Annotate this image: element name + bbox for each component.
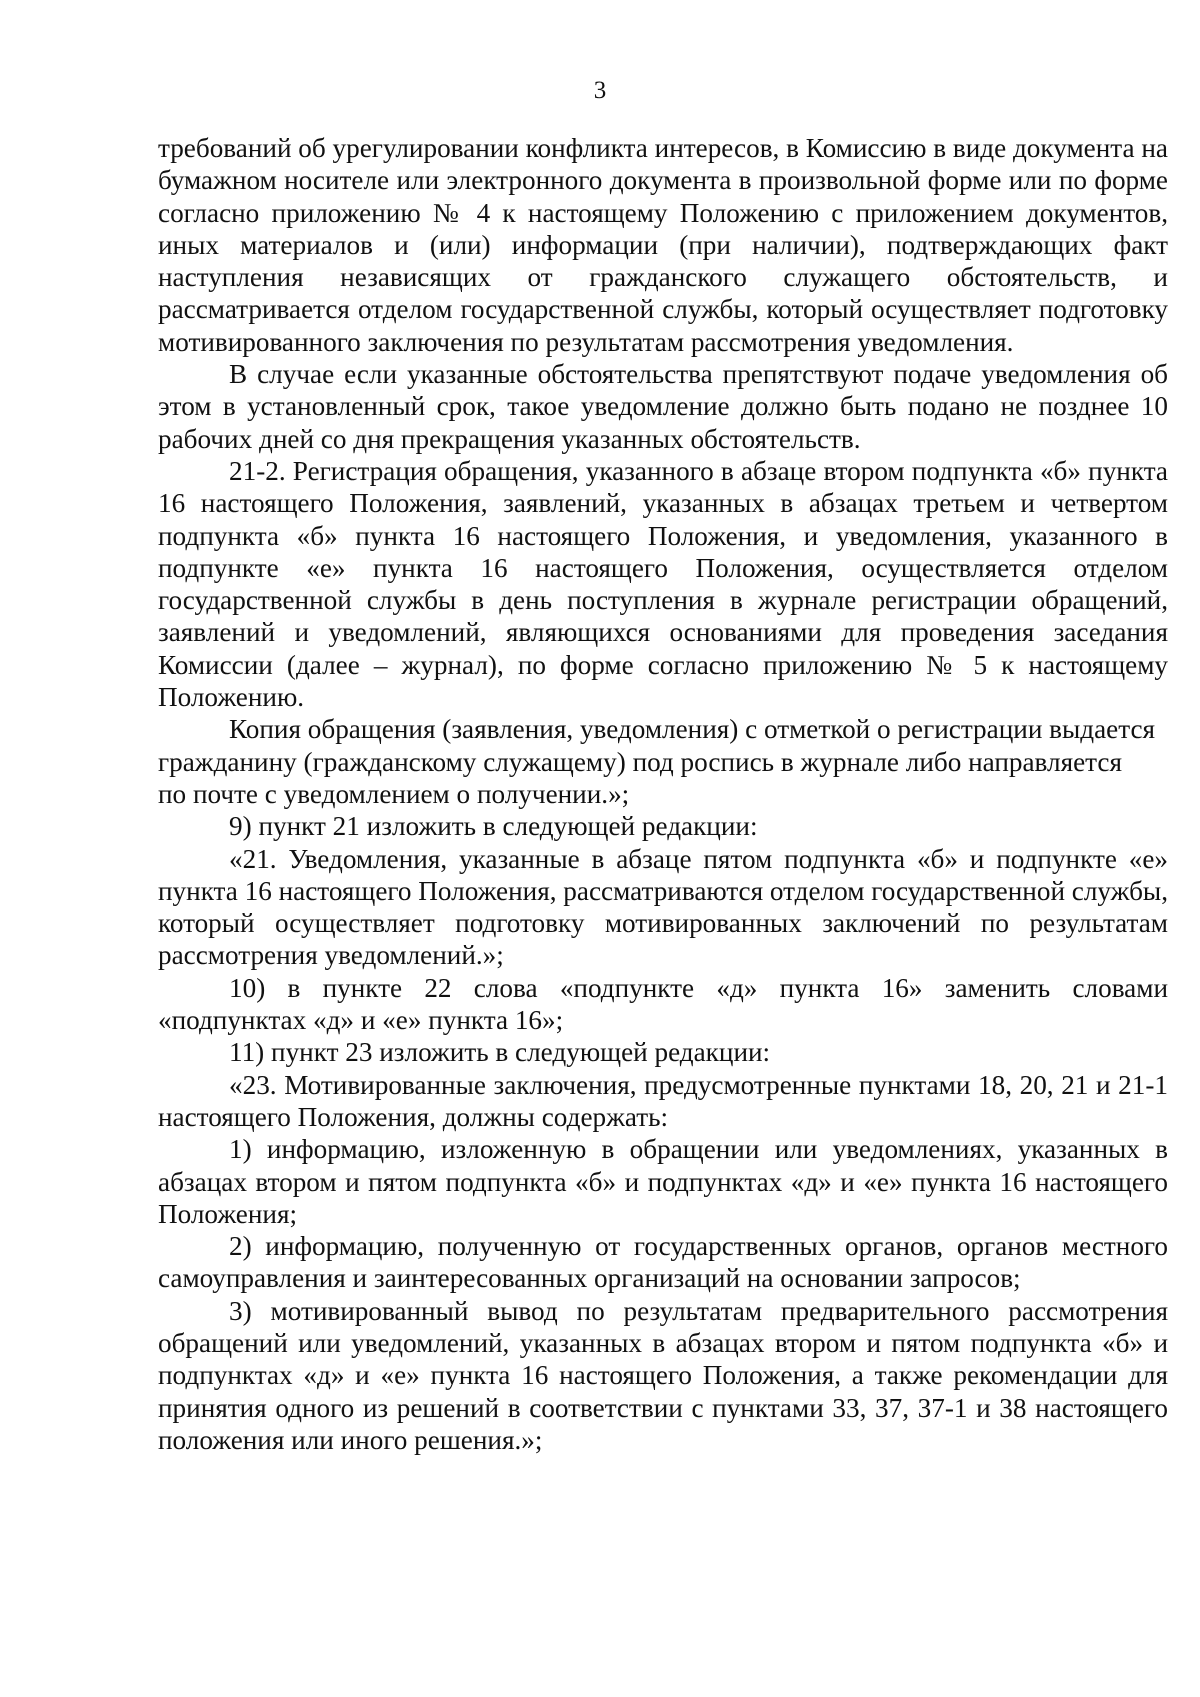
paragraph-subitem-1: 1) информацию, изложенную в обращении или уведомлениях, указанных в абзацах втором и пятом подпункта «б» и подпунктах «д» и «е» пункта 16 настоящего Положения;: [158, 1134, 1168, 1229]
page-number: 3: [593, 77, 607, 104]
paragraph-item-9: 9) пункт 21 изложить в следующей редакции:: [229, 811, 758, 842]
paragraph-item-11: 11) пункт 23 изложить в следующей редакции:: [229, 1037, 771, 1068]
paragraph-copy-issued: Копия обращения (заявления, уведомления) с отметкой о регистрации выдается гражданину (гражданскому служащему) под роспись в журнале либо направляется: [158, 714, 1156, 777]
paragraph-item-10: 10) в пункте 22 слова «подпункте «д» пункта 16» заменить словами «подпунктах «д» и «е» пункта 16»;: [158, 972, 1168, 1036]
paragraph-item-21-text: «21. Уведомления, указанные в абзаце пятом подпункта «б» и подпункте «е» пункта 16 настоящего Положения, рассматриваются отделом государственной службы, который осуществляет подготовку мотивированных заключений по результатам рассмотрения уведомлений.»;: [158, 843, 1168, 971]
paragraph-item-23-text: «23. Мотивированные заключения, предусмотренные пунктами 18, 20, 21 и 21-1 настоящего Положения, должны содержать:: [158, 1069, 1168, 1132]
paragraph-subitem-2: 2) информацию, полученную от государственных органов, органов местного самоуправления и заинтересованных организаций на основании запросов;: [158, 1231, 1168, 1294]
document-body: [158, 132, 1168, 1456]
paragraph-continuation: требований об урегулировании конфликта интересов, в Комиссию в виде документа на бумажном носителе или электронного документа в произвольной форме или по форме согласно приложению № 4 к настоящему Положению с приложением документов, иных материалов и (или) информации (при наличии), подтверждающих факт наступления независящих от гражданского служащего обстоятельств, и рассматривается отделом государственной службы, который осуществляет подготовку мотивированного заключения по результатам рассмотрения уведомления.: [158, 133, 1168, 357]
paragraph-subitem-3: 3) мотивированный вывод по результатам предварительного рассмотрения обращений или уведомлений, указанных в абзацах втором и пятом подпункта «б» и подпунктах «д» и «е» пункта 16 настоящего Положения, а также рекомендации для принятия одного из решений в соответствии с пунктами 33, 37, 37-1 и 38 настоящего положения или иного решения.»;: [158, 1295, 1168, 1455]
paragraph-by-mail: по почте с уведомлением о получении.»;: [158, 778, 630, 809]
paragraph-21-2-registration: 21-2. Регистрация обращения, указанного в абзаце втором подпункта «б» пункта 16 настоящего Положения, заявлений, указанных в абзацах третьем и четвертом подпункта «б» пункта 16 настоящего Положения, и уведомления, указанного в подпункте «е» пункта 16 настоящего Положения, осуществляется отделом государственной службы в день поступления в журнале регистрации обращений, заявлений и уведомлений, являющихся основаниями для проведения заседания Комиссии (далее – журнал), по форме согласно приложению № 5 к настоящему Положению.: [158, 455, 1168, 713]
paragraph-circumstances: В случае если указанные обстоятельства препятствуют подаче уведомления об этом в установленный срок, такое уведомление должно быть подано не позднее 10 рабочих дней со дня прекращения указанных обстоятельств.: [158, 359, 1168, 454]
